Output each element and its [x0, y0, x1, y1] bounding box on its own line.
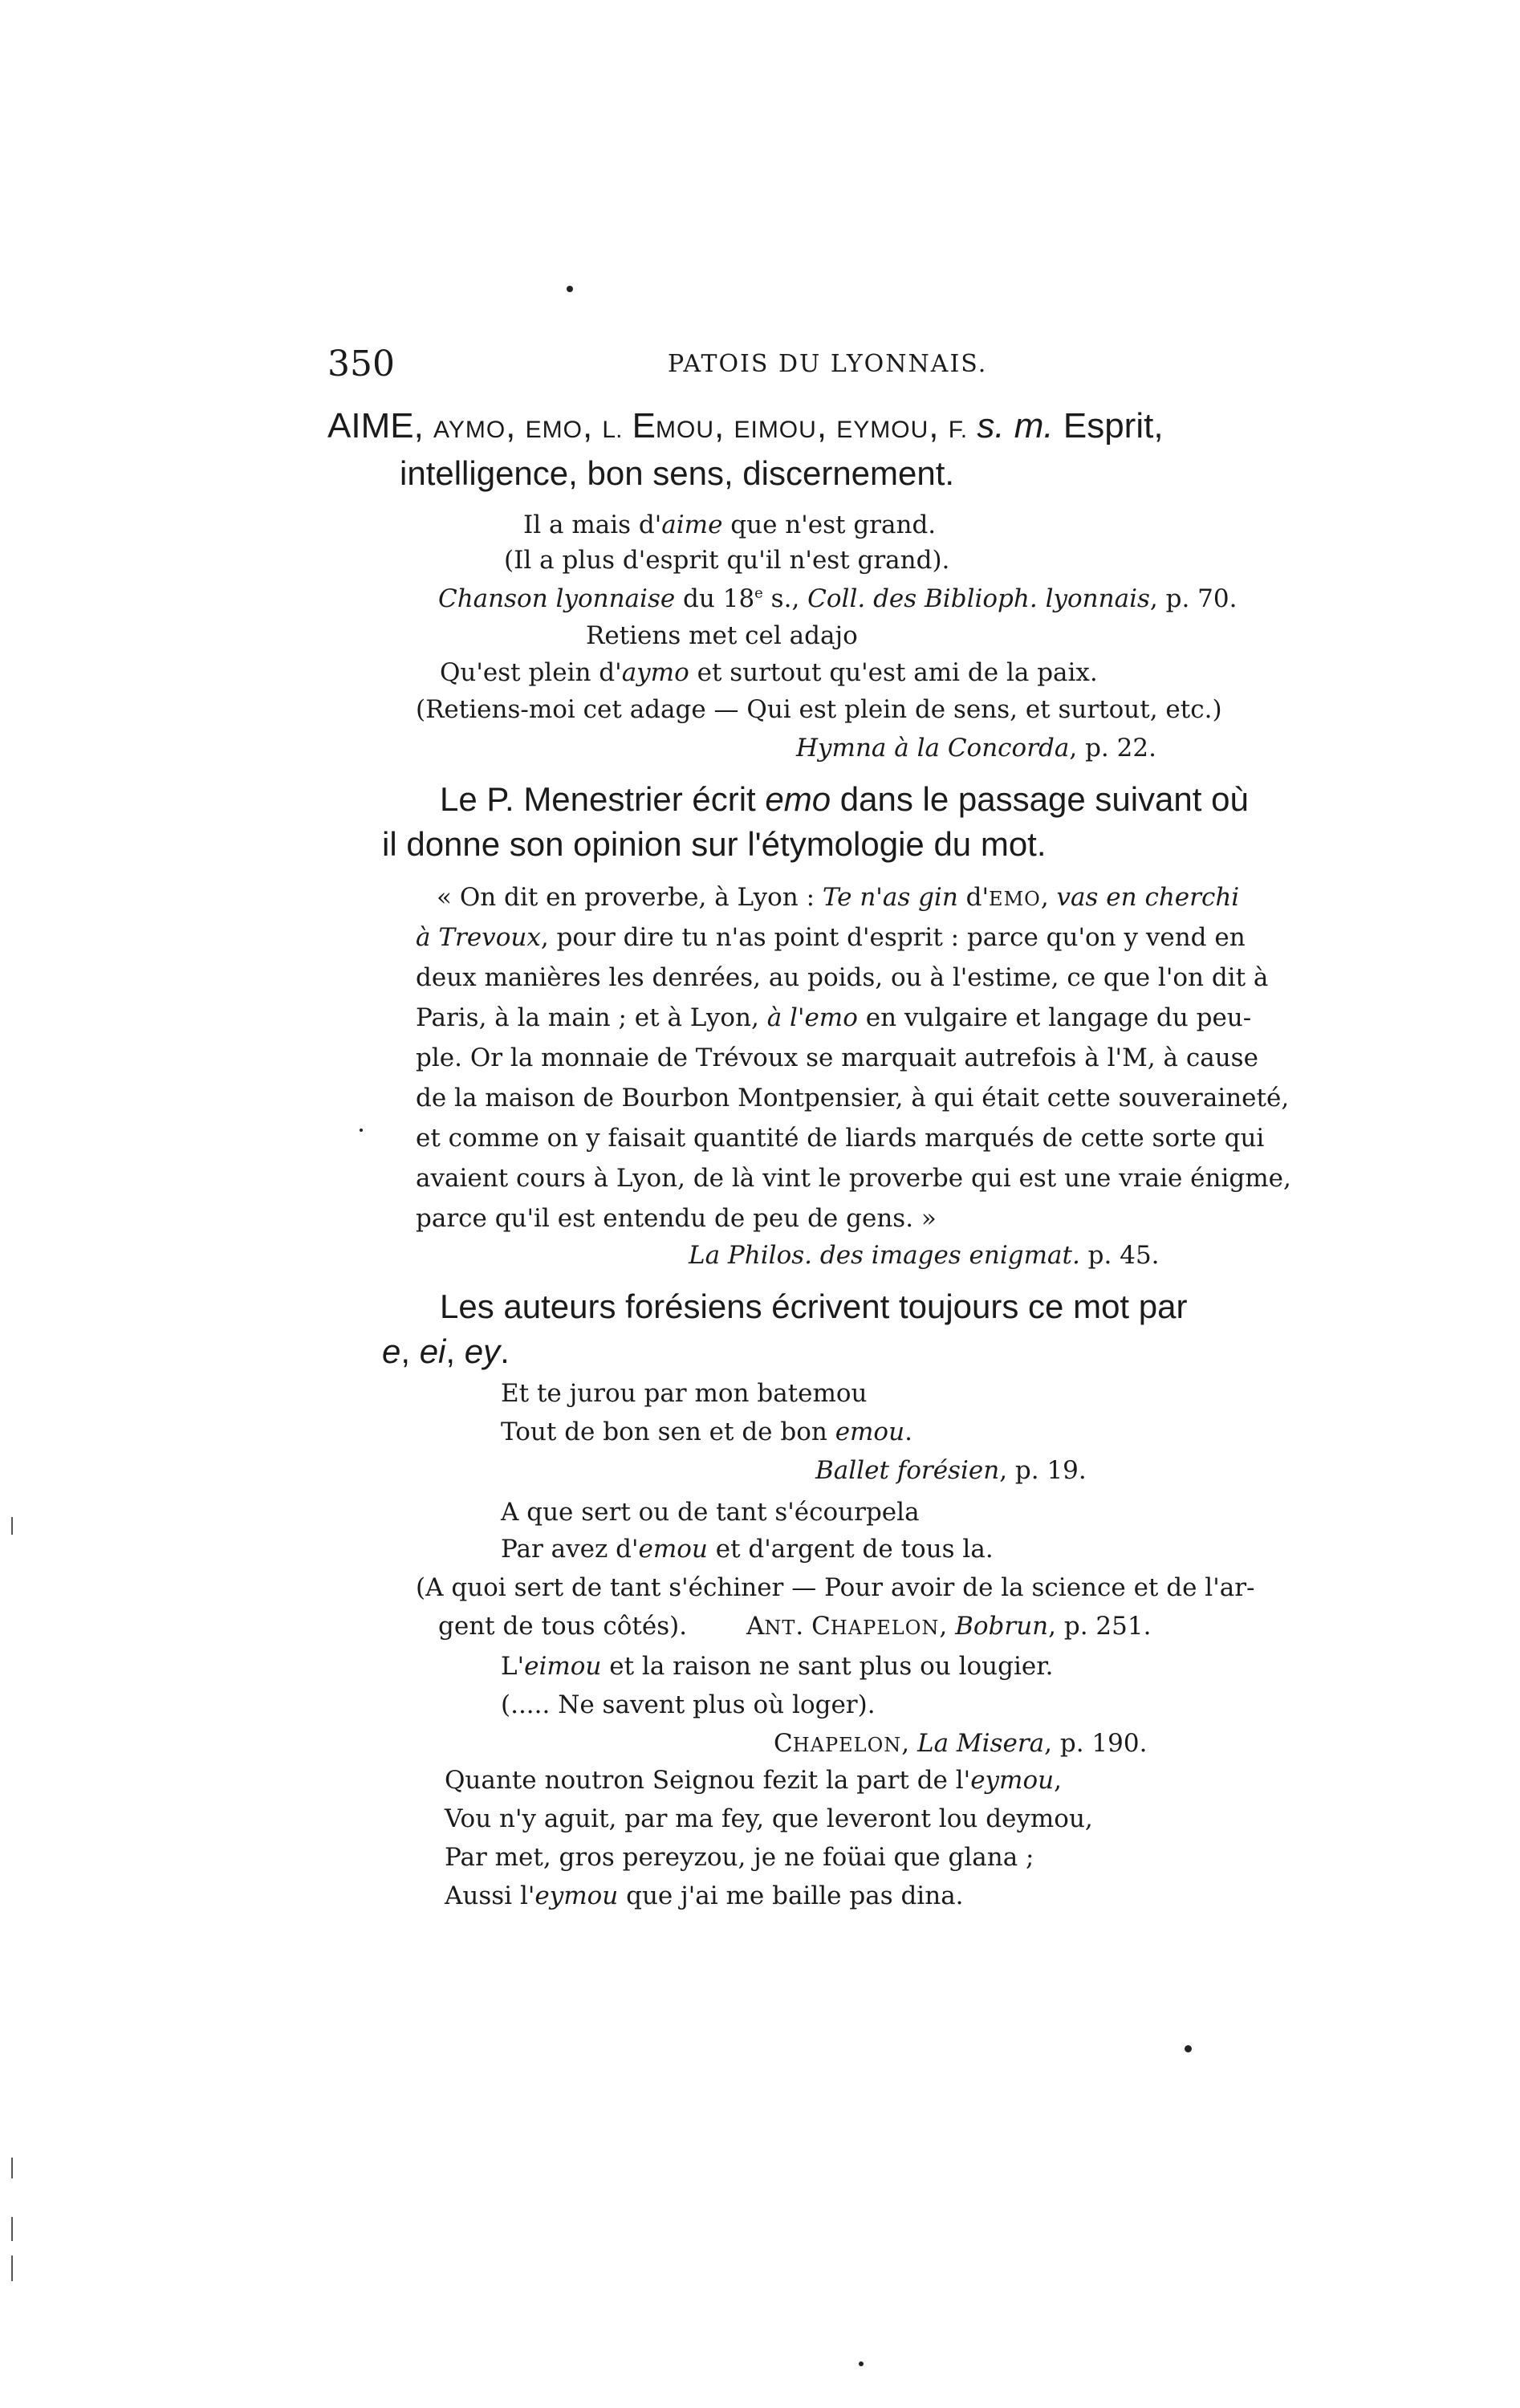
- entry-headword: AIME, AYMO, EMO, L. EMOU, EIMOU, EYMOU, F. s. m. Esprit,: [327, 406, 1164, 445]
- quote2-line9: parce qu'il est entendu de peu de gens. »: [416, 1204, 937, 1233]
- page-number: 350: [327, 344, 395, 384]
- margin-mark-3: [11, 2217, 13, 2241]
- margin-mark-4: [11, 2255, 13, 2281]
- quote2-line1: « On dit en proverbe, à Lyon : Te n'as gin d'EMO, vas en cherchi: [437, 883, 1240, 912]
- quote3-line6: gent de tous côtés).: [438, 1612, 688, 1641]
- entry-definition: intelligence, bon sens, discernement.: [400, 454, 955, 492]
- quote3-line3: A que sert ou de tant s'écourpela: [501, 1498, 920, 1527]
- quote2-line3: deux manières les denrées, au poids, ou à l'estime, ce que l'on dit à: [416, 963, 1269, 992]
- quote3-line10: Vou n'y aguit, par ma fey, que leveront lou deymou,: [445, 1804, 1093, 1833]
- quote2-line8: avaient cours à Lyon, de là vint le proverbe qui est une vraie énigme,: [416, 1164, 1291, 1193]
- quote3-line5: (A quoi sert de tant s'échiner — Pour avoir de la science et de l'ar-: [416, 1573, 1255, 1602]
- quote2-line7: et comme on y faisait quantité de liards marqués de cette sorte qui: [416, 1124, 1265, 1153]
- ink-speck-bottom: [859, 2361, 864, 2366]
- para2-line2: e, ei, ey.: [382, 1332, 510, 1370]
- quote2-line4: Paris, à la main ; et à Lyon, à l'emo en vulgaire et langage du peu-: [416, 1003, 1252, 1032]
- quote3-line11: Par met, gros pereyzou, je ne foüai que glana ;: [445, 1843, 1034, 1872]
- ink-speck-left: [360, 1129, 363, 1132]
- quote1-source2: Hymna à la Concorda, p. 22.: [796, 734, 1156, 763]
- quote1-line1: Il a mais d'aime que n'est grand.: [523, 510, 937, 539]
- quote3-line2: Tout de bon sen et de bon emou.: [501, 1418, 912, 1446]
- ink-speck-right: [1185, 2045, 1192, 2052]
- quote2-line2: à Trevoux, pour dire tu n'as point d'esprit : parce qu'on y vend en: [416, 923, 1246, 952]
- quote2-line6: de la maison de Bourbon Montpensier, à qui était cette souveraineté,: [416, 1084, 1290, 1112]
- quote3-line1: Et te jurou par mon batemou: [501, 1379, 868, 1408]
- ink-speck-top: [567, 286, 573, 292]
- margin-mark-2: [11, 2158, 13, 2178]
- quote1-line4: Qu'est plein d'aymo et surtout qu'est ami de la paix.: [440, 658, 1098, 687]
- quote3-source2: ANT. CHAPELON, Bobrun, p. 251.: [746, 1612, 1152, 1641]
- quote1-line2: (Il a plus d'esprit qu'il n'est grand).: [504, 546, 950, 575]
- para1-line2: il donne son opinion sur l'étymologie du mot.: [382, 825, 1047, 863]
- running-title: PATOIS DU LYONNAIS.: [668, 350, 988, 378]
- quote1-line3: Retiens met cel adajo: [586, 621, 858, 650]
- quote3-source1: Ballet forésien, p. 19.: [815, 1456, 1087, 1485]
- margin-mark-1: [11, 1517, 13, 1535]
- quote3-line12: Aussi l'eymou que j'ai me baille pas dina.: [445, 1881, 964, 1910]
- quote3-line8: (..... Ne savent plus où loger).: [501, 1690, 876, 1719]
- quote3-line4: Par avez d'emou et d'argent de tous la.: [501, 1535, 994, 1564]
- quote3-line7: L'eimou et la raison ne sant plus ou lougier.: [501, 1652, 1054, 1681]
- para2-line1: Les auteurs forésiens écrivent toujours ce mot par: [440, 1287, 1188, 1325]
- quote2-source: La Philos. des images enigmat. p. 45.: [689, 1241, 1160, 1270]
- quote3-line9: Quante noutron Seignou fezit la part de l'eymou,: [445, 1766, 1062, 1795]
- quote1-source: Chanson lyonnaise du 18e s., Coll. des Biblioph. lyonnais, p. 70.: [438, 584, 1238, 613]
- para1-line1: Le P. Menestrier écrit emo dans le passage suivant où: [440, 780, 1249, 818]
- quote3-source3: CHAPELON, La Misera, p. 190.: [774, 1729, 1148, 1758]
- quote1-line5: (Retiens-moi cet adage — Qui est plein de sens, et surtout, etc.): [416, 695, 1222, 724]
- quote2-line5: ple. Or la monnaie de Trévoux se marquait autrefois à l'M, à cause: [416, 1043, 1258, 1072]
